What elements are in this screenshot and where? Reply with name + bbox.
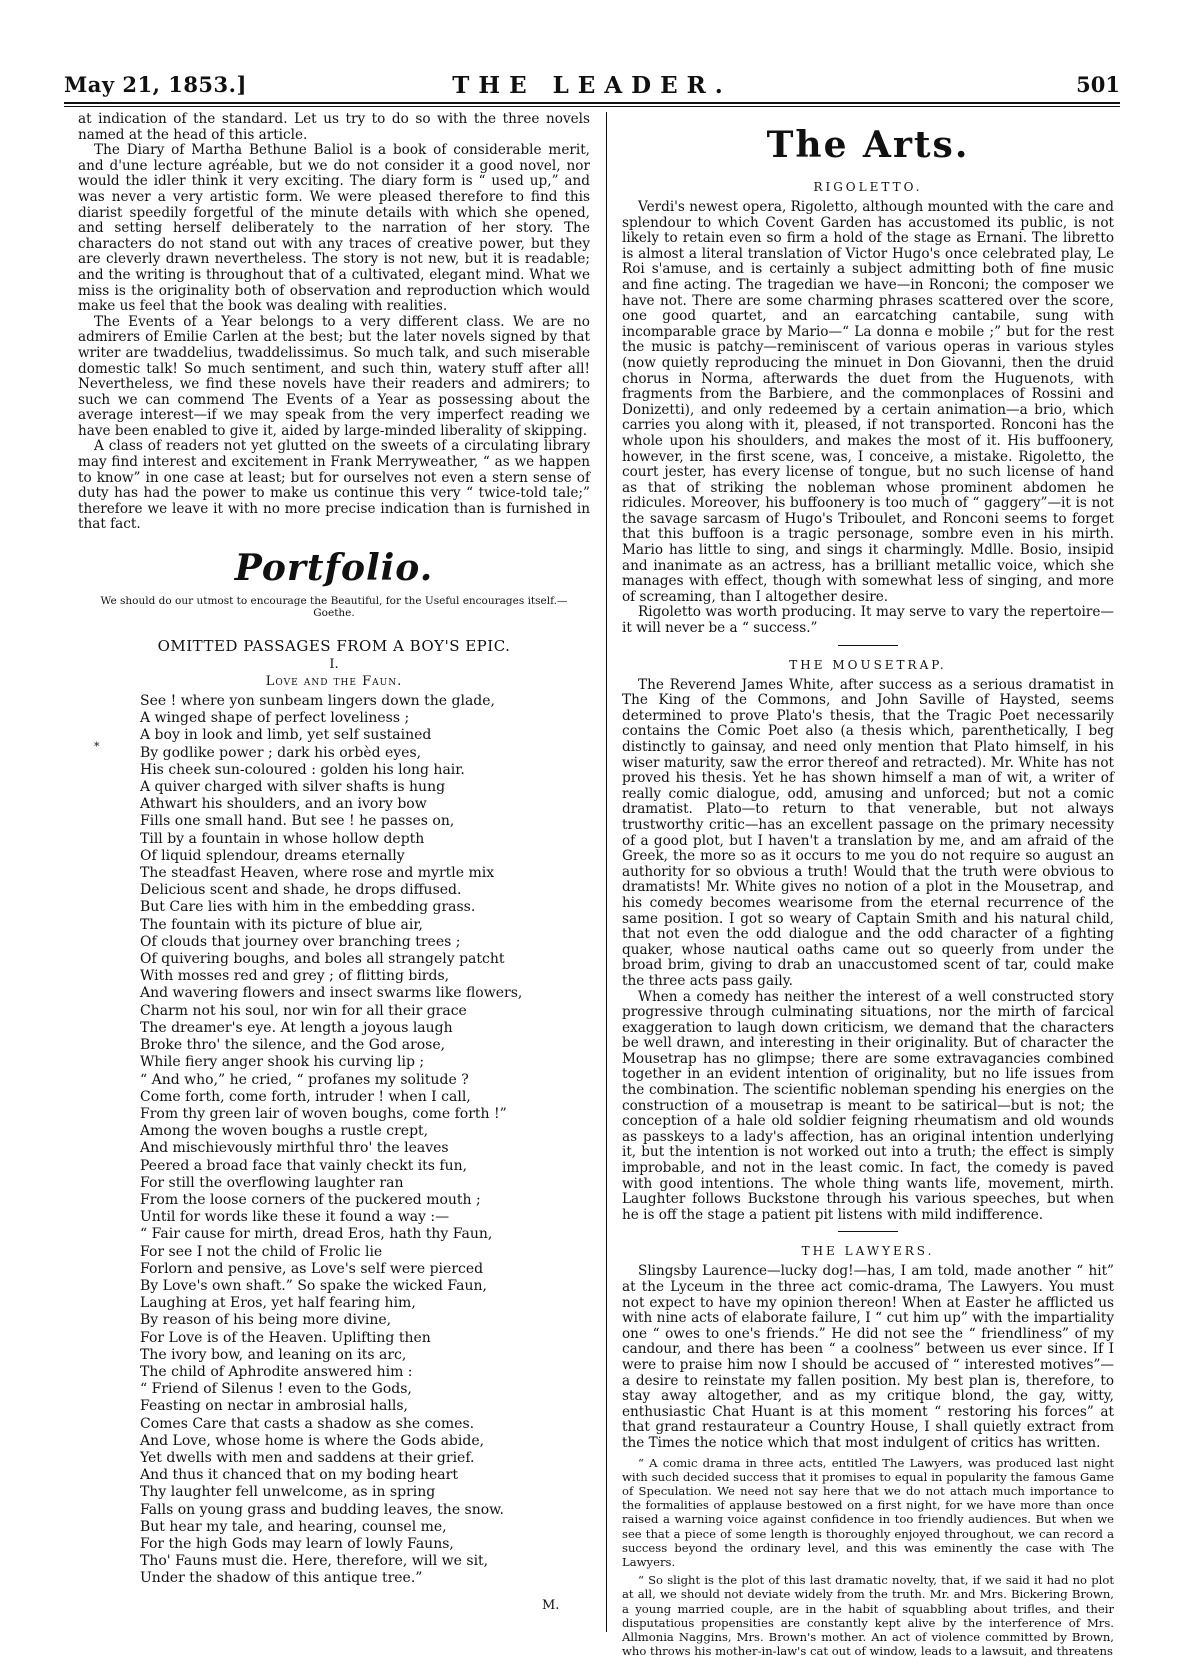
poem-line: For the high Gods may learn of lowly Fauns, [140,1535,454,1552]
poem-line: The ivory bow, and leaning on its arc, [140,1346,407,1363]
times-quote-1: “ A comic drama in three acts, entitled The Lawyers, was produced last night with such decided success that it promises to equal in popularity the famous Game of Speculation. We need not say here that we do not attach much importance to the formalities of applause bestowed on a first night, for we have more than once raised a warning voice against confidence in too friendly audiences. But when we see that a piece of some length is thoroughly enjoyed throughout, we can record a success beyond the ordinary level, and this was eminently the case with The Lawyers. [622,1455,1114,1569]
poem-line: Thy laughter fell unwelcome, as in spring [140,1484,436,1501]
poem-line: For still the overflowing laughter ran [140,1174,404,1191]
poem-line: Of quivering boughs, and boles all strangely patcht [140,951,505,968]
times-quote-2: “ So slight is the plot of this last dramatic novelty, that, if we said it had no plot at all, we should not deviate widely from the truth. Mr. and Mrs. Bickering Brown, a young married couple, are in the habit of squabbling about trifles, and their disputatious propensities are constantly kept alive by the interference of Mrs. Allmonia Naggins, Mrs. Brown's mother. An act of violence committed by Brown, who throws his mother-in-law's cat out of window, leads to a lawsuit, and threatens [622,1573,1114,1659]
poem-line: The dreamer's eye. At length a joyous laugh [140,1019,453,1036]
mousetrap-paragraph-2: When a comedy has neither the interest of a well constructed story progressive through culminating situations, nor the mirth of farcical exaggeration to laugh down criticism, we demand that the characters be well drawn, and interesting in their originality. But of character the Mousetrap has no glimpse; there are some extravagancies combined together in an evident intention of originality, but no life issues from the combination. The scientific nobleman spending his energies on the construction of a mousetrap is meant to be satirical—but is not; the conception of a hale old soldier feigning rheumatism and old wounds as passkeys to a lady's affection, has an original intention underlying it, but the intention is not worked out into a truth; the effect is simply improbable, and not in the least comic. In fact, the comedy is paved with good intentions. The whole thing wants life, movement, mirth. Laughter follows Buckstone through his various speeches, but when he is off the stage a patient pit listens with mild indifference. [622,988,1114,1223]
poem-line: A winged shape of perfect loveliness ; [140,710,410,727]
goethe-motto: We should do our utmost to encourage the Beautiful, for the Useful encourages itself.—Goethe. [100,595,568,620]
poem-line: And Love, whose home is where the Gods abide, [140,1432,485,1449]
poem-line: Athwart his shoulders, and an ivory bow [140,796,427,813]
poem-line: Laughing at Eros, yet half fearing him, [140,1295,416,1312]
poem-signature: M. [542,1598,560,1613]
epic-section-number: I. [329,657,339,673]
poem-line: “ Friend of Silenus ! even to the Gods, [140,1381,412,1398]
mousetrap-heading: THE MOUSETRAP. [789,657,947,672]
poem-line: “ And who,” he cried, “ profanes my solitude ? [140,1071,469,1088]
poem [78,693,590,1588]
rigoletto-paragraph-2: Rigoletto was worth producing. It may serve to vary the repertoire—it will never be a “ success.” [622,604,1114,637]
poem-line: Come forth, come forth, intruder ! when I call, [140,1088,471,1105]
poem-line: Yet dwells with men and saddens at their grief. [140,1449,475,1466]
poem-line: Under the shadow of this antique tree.” [140,1570,423,1587]
masthead-title: THE LEADER. [452,72,732,99]
poem-line: The fountain with its picture of blue air, [140,916,423,933]
poem-line: The child of Aphrodite answered him : [140,1363,413,1380]
poem-line: But hear my tale, and hearing, counsel me, [140,1518,447,1535]
left-column [78,112,590,1588]
poem-line: Delicious scent and shade, he drops diffused. [140,882,462,899]
issue-date: May 21, 1853.] [64,72,247,97]
mousetrap-paragraph-1: The Reverend James White, after success as a serious dramatist in The King of the Commons, and John Saville of Haysted, seems determined to prove Plato's thesis, that the Tragic Poet necessarily contains the Comic Poet also (a thesis which, parenthetically, I beg distinctly to gainsay, and need only mention that Plato himself, in his wiser maturity, saw the error thereof and retracted). Mr. White has not proved his thesis. Yet he has shown himself a man of wit, a writer of really comic dialogue, odd, amusing and unforced; but not a comic dramatist. Plato—to return to that venerable, but not always trustworthy critic—has an excellent passage on the primary necessity of a good plot, but I haven't a translation by me, and am afraid of the Greek, the more so as it occurs to me you do not require so august an authority for so obvious a truth! Would that the truth were obvious to dramatists! Mr. White gives no notion of a plot in the Mousetrap, and his comedy becomes wearisome from the eternal recurrence of the same position. I got so weary of Captain Smith and his natural child, that not even the odd dialogue and the odd character of a fighting quaker, whose nautical oaths came out so queerly from under the broad brim, giving to drab an unaccustomed scent of tar, could make the three acts pass gaily. [622,676,1114,989]
poem-line: Tho' Fauns must die. Here, therefore, will we sit, [140,1553,489,1570]
page-number: 501 [1076,72,1120,97]
poem-line: Till by a fountain in whose hollow depth [140,830,425,847]
poem-line: And thus it chanced that on my boding heart [140,1467,458,1484]
poem-line: By Love's own shaft.” So spake the wicked Faun, [140,1277,487,1294]
poem-line: From the loose corners of the puckered mouth ; [140,1191,481,1208]
section-rule [838,1231,898,1232]
poem-line: From thy green lair of woven boughs, come forth !” [140,1105,507,1122]
portfolio-title: Portfolio. [234,547,434,590]
poem-line: See ! where yon sunbeam lingers down the glade, [140,693,495,710]
poem-line: Forlorn and pensive, as Love's self were pierced [140,1260,484,1277]
poem-line: Of liquid splendour, dreams eternally [140,847,405,864]
poem-line: A quiver charged with silver shafts is hung [140,779,446,796]
poem-line: With mosses red and grey ; of flitting birds, [140,968,450,985]
poem-line: Until for words like these it found a way :— [140,1209,450,1226]
header-rule-thick [64,102,1120,104]
poem-line: Of clouds that journey over branching trees ; [140,933,461,950]
poem-line: While fiery anger shook his curving lip ; [140,1054,425,1071]
poem-line: “ Fair cause for mirth, dread Eros, hath thy Faun, [140,1226,493,1243]
poem-line: By godlike power ; dark his orbèd eyes, [140,744,422,761]
poem-line: Broke thro' the silence, and the God arose, [140,1037,446,1054]
lawyers-heading: THE LAWYERS. [801,1244,935,1259]
lawyers-paragraph-1: Slingsby Laurence—lucky dog!—has, I am told, made another “ hit” at the Lyceum in the three act comic-drama, The Lawyers. You must not expect to have my opinion thereon! When at Easter he afflicted us with nine acts of elaborate failure, I “ cut him up” with the impartiality one “ owes to one's friends.” He did not see the “ friendliness” of my candour, and there has been “ a coolness” between us ever since. If I were to praise him now I should be accused of “ interested motives”—a desire to reinstate my fallen position. My best plan is, therefore, to stay away altogether, and as my critique blond, the gay, witty, enthusiastic Chat Huant is at this moment “ restoring his forces” at that grand restaurateur a Country House, I shall quietly extract from the Times the notice which that most indulgent of critics has written. [622,1263,1114,1451]
poem-line: For Love is of the Heaven. Uplifting then [140,1329,431,1346]
poem-line: Falls on young grass and budding leaves, the snow. [140,1501,504,1518]
poem-line: For see I not the child of Frolic lie [140,1243,383,1260]
review-paragraph-3: The Events of a Year belongs to a very different class. We are no admirers of Emilie Carlen at the best; but the later novels signed by that writer are twaddelius, twaddelissimus. So much talk, and such miserable domestic talk! So much sentiment, and such thin, watery stuff after all! Nevertheless, we find these novels have their readers and admirers; to such we can commend The Events of a Year as possessing about the average interest—if we may speak from the very imperfect reading we have been enabled to give it, aided by large-minded liberality of skipping. [78,313,590,439]
poem-line: Charm not his soul, nor win for all their grace [140,1002,467,1019]
right-column [622,112,1114,1658]
poem-line: Feasting on nectar in ambrosial halls, [140,1398,408,1415]
review-paragraph-4: A class of readers not yet glutted on the sweets of a circulating library may find interest and excitement in Frank Merryweather, “ as we happen to know” in one case at least; but for ourselves not even a stern sense of duty has had the power to make us continue this very “ twice-told tale;” therefore we leave it with no more precise indication than is furnished in that fact. [78,438,590,533]
margin-asterisk: * [94,740,100,753]
poem-line: A boy in look and limb, yet self sustained [140,727,432,744]
poem-line: Among the woven boughs a rustle crept, [140,1123,429,1140]
poem-line: Fills one small hand. But see ! he passes on, [140,813,455,830]
review-paragraph-2: The Diary of Martha Bethune Baliol is a book of considerable merit, and d'une lecture agréable, but we do not consider it a good novel, nor would the idler think it very exciting. The diary form is “ used up,” and was never a very artistic form. We were pleased therefore to find this diarist speedily forgetful of the minute details with which she opened, and setting herself deliberately to the narration of her story. The characters do not stand out with any traces of creative power, but they are cleverly drawn nevertheless. The story is not new, but it is readable; and the writing is throughout that of a cultivated, elegant mind. What we miss is the originality both of observation and reproduction which would make us feel that the book was dealing with realities. [78,142,590,315]
poem-line: Peered a broad face that vainly checkt its fun, [140,1157,468,1174]
section-rule [838,645,898,646]
poem-line: Comes Care that casts a shadow as she comes. [140,1415,475,1432]
rigoletto-paragraph-1: Verdi's newest opera, Rigoletto, although mounted with the care and splendour to which Covent Garden has accustomed its public, is not likely to retain even so firm a hold of the stage as Ernani. The libretto is almost a literal translation of Victor Hugo's once celebrated play, Le Roi s'amuse, and is certainly a subject admitting both of fine music and fine acting. The tragedian we have—in Ronconi; the composer we have not. There are some charming phrases scattered over the score, one good quartet, and an earcatching cantabile, sung with incomparable grace by Mario—“ La donna e mobile ;” but for the rest the music is patchy—reminiscent of various operas in various styles (now quietly reproducing the minuet in Don Giovanni, then the druid chorus in Norma, afterwards the duet from the Huguenots, with fragments from the Barbiere, and the commonplaces of Rossini and Donizetti), and only redeemed by a certain animation—a brio, which carries you along with it, pleased, if not transported. Ronconi has the whole upon his shoulders, and makes the most of it. His buffoonery, however, in the first scene, was, I conceive, a mistake. Rigoletto, the court jester, has every license of tongue, but no such license of hand as that of striking the nobleman whose prominent abdomen he ridicules. Moreover, his buffoonery is too much of “ gaggery”—it is not the savage sarcasm of Hugo's Triboulet, and Ronconi seems to forget that this buffoon is a tragic personage, sombre even in his mirth. Mario has little to sing, and sings it charmingly. Mdlle. Bosio, insipid and inanimate as an actress, has a brilliant metallic voice, which she manages with effect, though with somewhat less of singing, and more of screaming, than I altogether desire. [622,199,1114,605]
poem-line: The steadfast Heaven, where rose and myrtle mix [140,865,495,882]
poem-line: By reason of his being more divine, [140,1312,392,1329]
review-paragraph-1: at indication of the standard. Let us try to do so with the three novels named at the head of this article. [78,111,590,143]
arts-section-title: The Arts. [766,124,970,166]
column-divider [606,112,607,1632]
rigoletto-heading: RIGOLETTO. [813,180,923,194]
poem-line: And wavering flowers and insect swarms like flowers, [140,985,523,1002]
poem-line: But Care lies with him in the embedding grass. [140,899,476,916]
epic-title: OMITTED PASSAGES FROM A BOY'S EPIC. [157,637,511,656]
epic-subtitle: Love and the Faun. [265,674,403,690]
poem-line: And mischievously mirthful thro' the leaves [140,1140,449,1157]
poem-line: His cheek sun-coloured : golden his long hair. [140,761,465,778]
header-rule-thin [64,106,1120,107]
